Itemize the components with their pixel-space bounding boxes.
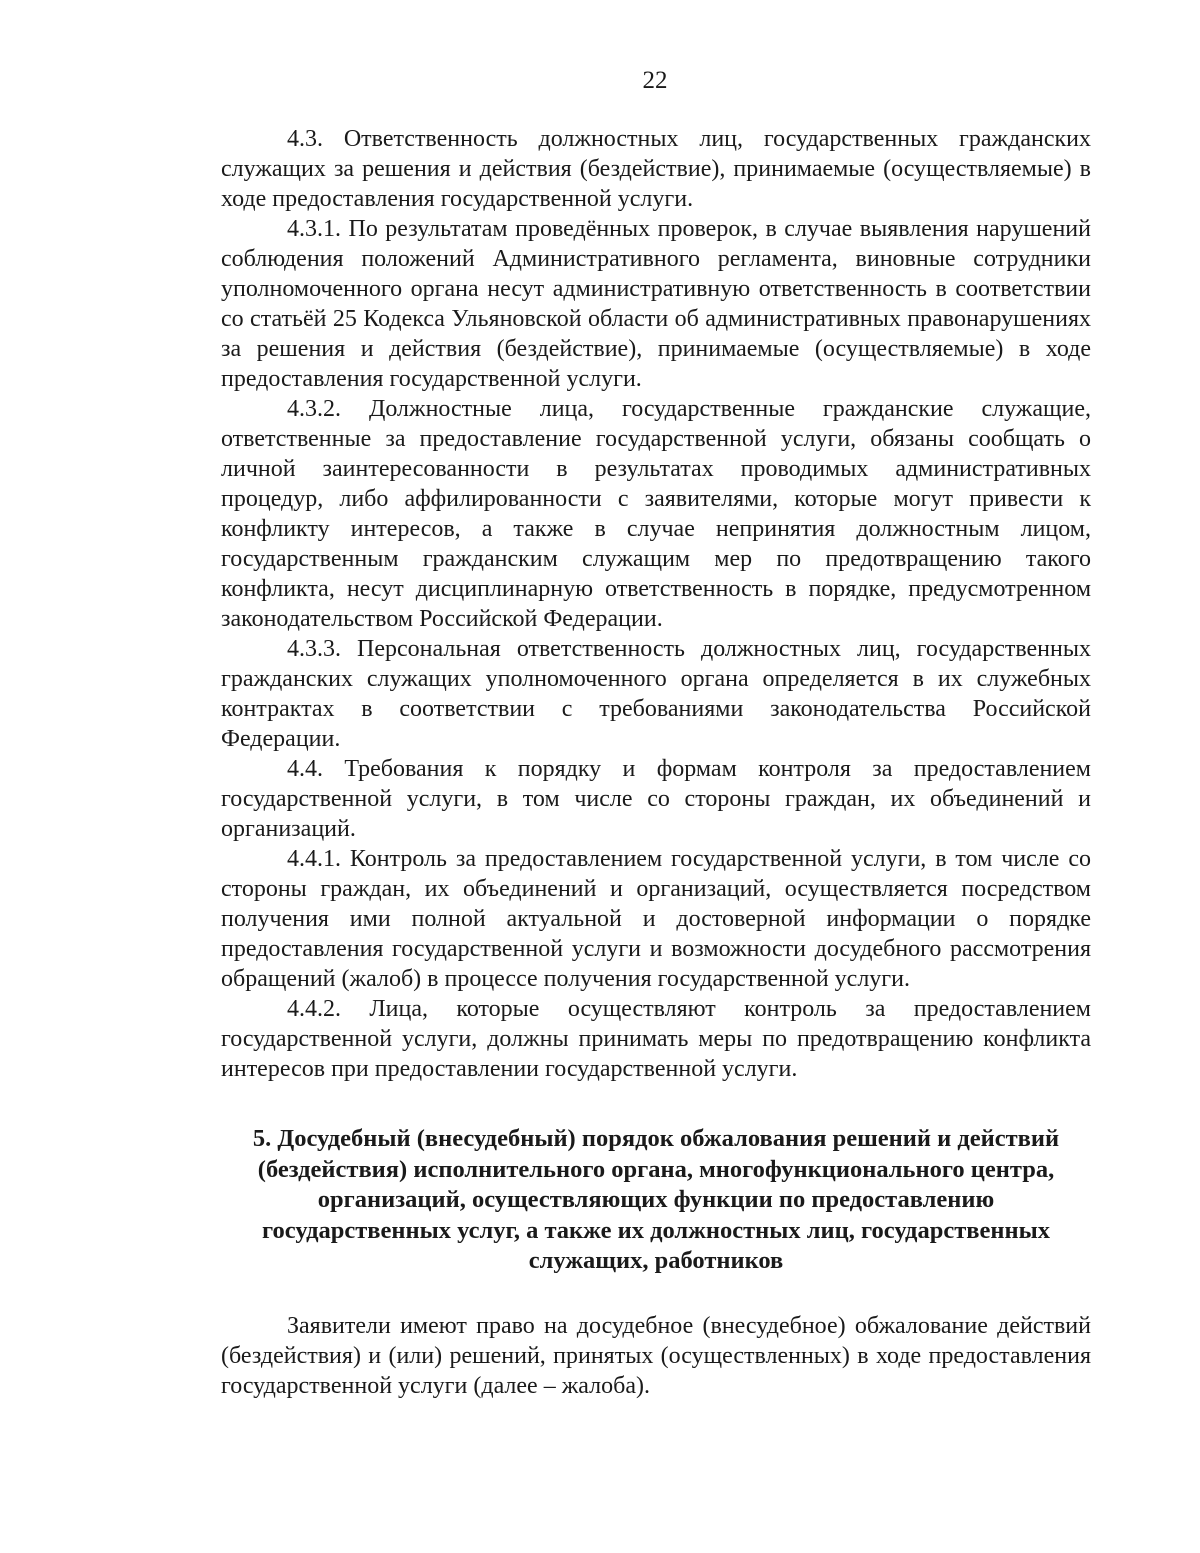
paragraph-4-4-2: 4.4.2. Лица, которые осуществляют контроль за предоставлением государственной услуги, должны принимать меры по предотвращению конфликта интересов при предоставлении государственной услуги. bbox=[221, 996, 1091, 1082]
section-heading: 5. Досудебный (внесудебный) порядок обжалования решений и действий (бездействия) исполнительного органа, многофункционального центра, организаций, осуществляющих функции по предоставлению государственных услуг, а также их должностных лиц, государственных служащих, работников bbox=[252, 1125, 1060, 1274]
paragraph-4-3-2: 4.3.2. Должностные лица, государственные гражданские служащие, ответственные за предоставление государственной услуги, обязаны сообщать о личной заинтересованности в результатах проводимых административных процедур, либо аффилированности с заявителями, которые могут привести к конфликту интересов, а также в случае непринятия должностным лицом, государственным гражданским служащим мер по предотвращению такого конфликта, несут дисциплинарную ответственность в порядке, предусмотренном законодательством Российской Федерации. bbox=[221, 396, 1091, 632]
paragraph-4-3-1: 4.3.1. По результатам проведённых проверок, в случае выявления нарушений соблюдения положений Административного регламента, виновные сотрудники уполномоченного органа несут административную ответственность в соответствии со статьёй 25 Кодекса Ульяновской области об административных правонарушениях за решения и действия (бездействие), принимаемые (осуществляемые) в ходе предоставления государственной услуги. bbox=[221, 216, 1091, 392]
paragraph-4-4-1: 4.4.1. Контроль за предоставлением государственной услуги, в том числе со стороны граждан, их объединений и организаций, осуществляется посредством получения ими полной актуальной и достоверной информации о порядке предоставления государственной услуги и возможности досудебного рассмотрения обращений (жалоб) в процессе получения государственной услуги. bbox=[221, 846, 1091, 992]
paragraph-4-4: 4.4. Требования к порядку и формам контроля за предоставлением государственной услуги, в том числе со стороны граждан, их объединений и организаций. bbox=[221, 756, 1091, 842]
paragraph-section-5: Заявители имеют право на досудебное (внесудебное) обжалование действий (бездействия) и (или) решений, принятых (осуществленных) в ходе предоставления государственной услуги (далее – жалоба). bbox=[221, 1312, 1091, 1399]
page-number: 22 bbox=[642, 67, 668, 94]
document-body bbox=[221, 124, 1091, 1401]
paragraph-4-3-3: 4.3.3. Персональная ответственность должностных лиц, государственных гражданских служащих уполномоченного органа определяется в их служебных контрактах в соответствии с требованиями законодательства Российской Федерации. bbox=[221, 636, 1091, 752]
paragraph-4-3: 4.3. Ответственность должностных лиц, государственных гражданских служащих за решения и действия (бездействие), принимаемые (осуществляемые) в ходе предоставления государственной услуги. bbox=[221, 126, 1091, 212]
